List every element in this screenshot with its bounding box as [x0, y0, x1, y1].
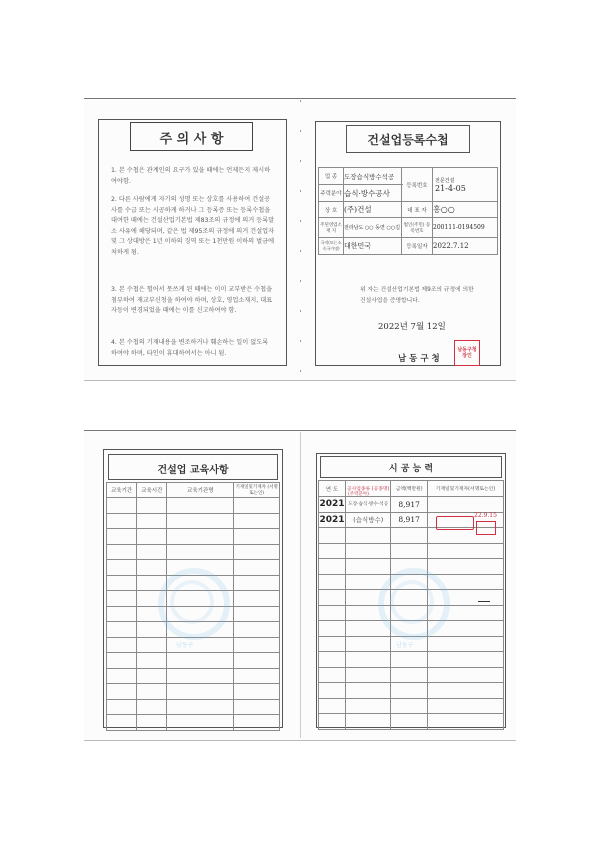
table-row: [319, 543, 504, 559]
cap-header-type: 공사업종류 (공종명): [345, 481, 391, 497]
cap-row-1-note: 22.9.15: [474, 512, 497, 519]
cap-header-amount: 금액(백만원): [391, 481, 427, 497]
capability-title: 시 공 능 력: [388, 464, 434, 474]
capability-watermark-ring: [390, 580, 434, 624]
cap-row-2-type: (습식방수): [345, 512, 391, 528]
capability-red-stamp: [436, 516, 474, 530]
table-row: [107, 498, 280, 514]
cap-header-signature: 기재일및기재자(서명또는인): [427, 481, 503, 497]
table-row: [107, 699, 280, 715]
table-row: [107, 544, 280, 560]
nationality-value: 대한민국: [344, 242, 372, 250]
notice-title: 주 의 사 항: [159, 132, 224, 147]
ceo-value: 홍○○: [433, 205, 455, 214]
table-row: [107, 653, 280, 669]
notice-item-1: 1. 본 수첩은 관계인의 요구가 있을 때에는 언제든지 제시하여야함.: [111, 167, 271, 185]
industry-value: 도장습식방수석공: [344, 172, 395, 181]
ceo-label: 대 표 자: [402, 202, 433, 218]
cap-row-1-year: 2021: [319, 497, 346, 513]
table-row: [107, 684, 280, 700]
bottom-spread-bottom-edge: [84, 740, 516, 741]
table-row: [319, 683, 504, 699]
seal-text: 남동구청장인: [457, 347, 477, 359]
cap-row-2-year: 2021: [319, 512, 346, 528]
bottom-spread-top-edge: [84, 430, 516, 431]
certify-text: 위 자는 건설산업기본법 제9조의 규정에 의한 건설사업을 증명합니다.: [360, 287, 474, 304]
handwritten-dash: [478, 601, 490, 602]
issuer-name: 남 동 구 청: [398, 354, 440, 364]
notice-item-3: 3. 본 수첩은 헐어서 못쓰게 된 때에는 이미 교부받은 수첩을 첨부하여 재교부신청을 하여야 하며, 상호, 영업소재지, 대표자등이 변경되었을 때에는 이를 신고하여야 함.: [111, 286, 273, 314]
cap-row-1-type-note: (주력분야): [348, 492, 369, 497]
reg-no-prefix: 전문건설: [435, 177, 455, 184]
education-title: 건설업 교육사항: [157, 465, 229, 476]
official-seal: [454, 340, 480, 366]
table-row: [319, 714, 504, 730]
reg-no-value: 21-4-05: [435, 183, 466, 193]
table-row: [319, 698, 504, 714]
edu-header-period: 교육기간: [107, 483, 137, 498]
table-row: [319, 497, 504, 513]
cap-header-year: 연 도: [319, 481, 346, 497]
notice-item-2: 2. 다른 사람에게 자기의 성명 또는 상호를 사용하여 건설공사를 수급 또는 시공하게 하거나 그 등록증 또는 등록수첩을 대여한 때에는 건설산업기본법 제83조의 규정에 의거 등록말소 사유에 해당되며, 같은 법 제95조의 규정에 의거 건설업자 및 그 상대방은 1년 이하의 징역 또는 1천만원 이하의 벌금에 처하게 됨.: [111, 196, 275, 256]
top-fold-line: [300, 100, 301, 378]
capability-small-seal: [476, 521, 496, 535]
reg-date-label: 등록일자: [402, 238, 433, 255]
notice-item-4: 4. 본 수첩의 기재내용을 변조하거나 훼손하는 일이 없도록 하여야 하며, 타인이 휴대하여서는 아니 됨.: [111, 339, 269, 357]
education-watermark-text: 남동구: [176, 642, 194, 649]
industry-label: 업 종: [319, 168, 344, 185]
company-value: (주)건설: [344, 205, 372, 214]
company-label: 상 호: [319, 202, 344, 218]
corp-no-label: 법인(주민) 등록번호: [402, 218, 433, 238]
corp-no-value: 200111-0194509: [433, 224, 485, 231]
registration-title: 건설업등록수첩: [367, 133, 449, 147]
nationality-label: 국적(또는소속국가명): [319, 238, 344, 255]
bottom-fold-line: [300, 432, 301, 738]
address-label: 주된영업소 재 지: [319, 218, 344, 238]
edu-header-hours: 교육시간: [137, 483, 167, 498]
cap-row-2-amount: 8,917: [391, 512, 427, 528]
table-row: [319, 667, 504, 683]
education-watermark-ring: [170, 580, 214, 624]
cap-row-1-amount: 8,917: [391, 497, 427, 513]
registration-table: [318, 167, 498, 255]
main-field-value: 습식·방수공사: [344, 188, 390, 198]
top-spread-bottom-edge: [84, 380, 516, 381]
address-value: 전라남도 ○○ 동면 ○○길: [344, 225, 401, 231]
top-spread-top-edge: [84, 98, 516, 99]
certify-date: 2022년 7월 12일: [378, 322, 446, 332]
cap-row-1-type: 도장·습식·방수·석공: [348, 502, 389, 508]
reg-no-label: 등록번호: [402, 168, 433, 202]
capability-watermark-text: 남동구: [396, 642, 414, 649]
table-row: [107, 513, 280, 529]
table-row: [319, 652, 504, 668]
reg-date-value: 2022.7.12: [433, 242, 469, 250]
main-field-label: 주력분야: [319, 185, 344, 202]
table-row: [107, 715, 280, 731]
edu-header-institution: 교육기관명: [167, 483, 234, 498]
edu-header-signature: 기재일및기재자 (서명또는인): [234, 483, 280, 498]
table-row: [107, 529, 280, 545]
table-row: [107, 668, 280, 684]
